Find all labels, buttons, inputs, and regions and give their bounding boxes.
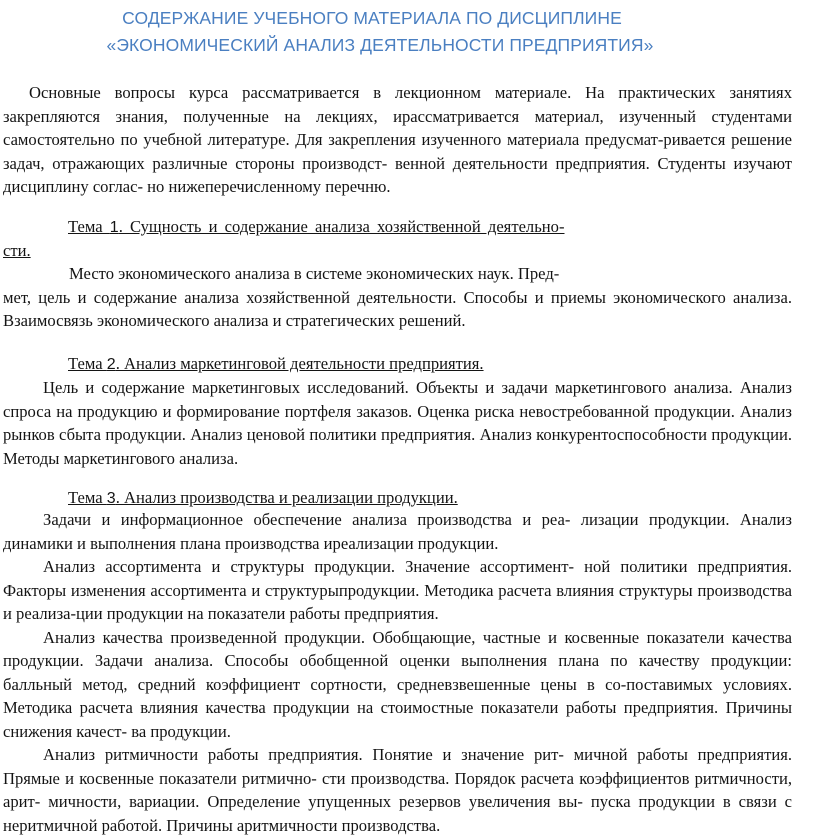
topic-3-paragraph: Задачи и информационное обеспечение анализа производства и реа- лизации продукции. Анализ динамики и выполнения плана производства иреализации продукции. <box>3 510 792 553</box>
topic-1-prefix: Тема <box>68 217 110 236</box>
topic-3-paragraph: Анализ ассортимента и структуры продукции. Значение ассортимент- ной политики предприятия. Факторы изменения ассортимента и структурыпродукции. Методика расчета влияния структуры производства и реализа-ции продукции на показатели работы предприятия. <box>3 557 792 623</box>
topic-1-title-part1: . Сущность и содержание анализа хозяйственной деятельно- <box>118 217 565 236</box>
topic-3-title: . Анализ производства и реализации продукции. <box>115 488 458 507</box>
intro-paragraph: Основные вопросы курса рассматривается в лекционном материале. На практических занятиях закрепляются знания, полученные на лекциях, ирассматривается материал, изученный студентами самостоятельно по учебной литературе. Для закрепления изученного материала предусмат-ривается решение задач, отражающих различные стороны производст- венной деятельности предприятия. Студенты изучают дисциплину соглас- но нижеперечисленному перечню. <box>3 83 792 196</box>
topic-1-body <box>3 262 792 333</box>
topic-2-prefix: Тема <box>68 354 107 373</box>
topic-2-title: . Анализ маркетинговой деятельности предприятия. <box>115 354 484 373</box>
document-title-line-1: СОДЕРЖАНИЕ УЧЕБНОГО МАТЕРИАЛА ПО ДИСЦИПЛИНЕ <box>122 8 622 28</box>
topic-1-body-rest: мет, цель и содержание анализа хозяйственной деятельности. Способы и приемы экономического анализа. Взаимосвязь экономического анализа и стратегических решений. <box>3 287 792 330</box>
topic-2-heading <box>68 352 484 377</box>
topic-2-body: Цель и содержание маркетинговых исследований. Объекты и задачи маркетингового анализа. Анализ спроса на продукцию и формирование портфеля заказов. Оценка риска невостребованной продукции. Анализ рынков сбыта продукции. Анализ ценовой политики предприятия. Анализ конкурентоспособности продукции. Методы маркетингового анализа. <box>3 378 792 468</box>
topic-3-prefix: Тема <box>68 488 107 507</box>
topic-1-heading <box>68 215 565 240</box>
topic-3-body <box>3 508 792 837</box>
topic-1-body-line-1: Место экономического анализа в системе экономических наук. Пред- <box>69 264 560 283</box>
topic-3-paragraph: Анализ качества произведенной продукции. Обобщающие, частные и косвенные показатели качества продукции. Задачи анализа. Способы обобщенной оценки выполнения плана по качеству продукции: балльный метод, средний коэффициент сортности, средневзвешенные цены в со-поставимых условиях. Методика расчета влияния качества продукции на стоимостные показатели работы предприятия. Причины снижения качест- ва продукции. <box>3 627 792 741</box>
topic-3-heading <box>68 486 458 511</box>
topic-3-number: 3 <box>106 490 116 507</box>
topic-2-number: 2 <box>106 356 116 373</box>
topic-3-paragraph: Анализ ритмичности работы предприятия. Понятие и значение рит- мичной работы предприятия. Прямые и косвенные показатели ритмично- сти производства. Порядок расчета коэффициентов ритмичности, арит- мичности, вариации. Определение упущенных резервов увеличения вы- пуска продукции в связи с неритмичной работой. Причины аритмичности производства. <box>3 745 792 835</box>
document-title-line-2: «ЭКОНОМИЧЕСКИЙ АНАЛИЗ ДЕЯТЕЛЬНОСТИ ПРЕДПРИЯТИЯ» <box>106 35 654 55</box>
topic-1-heading-continuation: сти. <box>3 241 31 260</box>
topic-1-number: 1 <box>109 219 119 236</box>
